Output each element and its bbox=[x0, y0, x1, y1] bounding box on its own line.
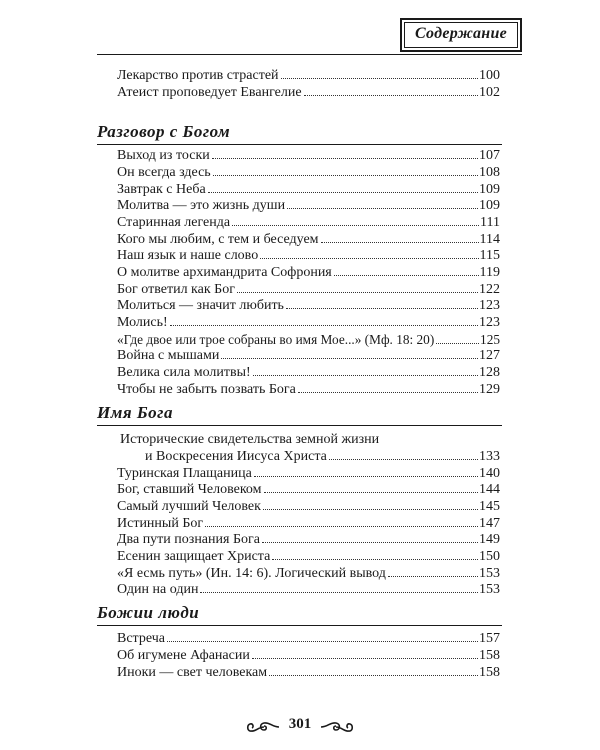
section-rule bbox=[97, 144, 502, 145]
entry-title: Один на один bbox=[117, 582, 199, 597]
entry-page: 149 bbox=[479, 532, 500, 547]
entry-page: 111 bbox=[480, 215, 500, 230]
entry-title: Старинная легенда bbox=[117, 215, 231, 230]
entry-title: «Где двое или трое собраны во имя Мое...» (Мф. 18: 20) bbox=[117, 332, 435, 347]
toc-entry[interactable] bbox=[117, 181, 500, 198]
toc-entry[interactable] bbox=[117, 465, 500, 482]
page-footer bbox=[240, 712, 360, 738]
entry-title: «Я есмь путь» (Ин. 14: 6). Логический вывод bbox=[117, 566, 386, 581]
entry-page: 157 bbox=[479, 631, 500, 646]
section-rule bbox=[97, 425, 502, 426]
entry-page: 127 bbox=[479, 348, 500, 363]
toc-entry[interactable] bbox=[117, 498, 500, 515]
entry-page: 108 bbox=[479, 165, 500, 180]
entry-title: Чтобы не забыть позвать Бога bbox=[117, 382, 296, 397]
entry-title: Самый лучший Человек bbox=[117, 499, 261, 514]
entry-page: 115 bbox=[479, 248, 500, 263]
entry-page: 125 bbox=[480, 332, 500, 347]
entry-page: 133 bbox=[479, 449, 500, 464]
entry-page: 145 bbox=[479, 499, 500, 514]
toc-entry[interactable] bbox=[117, 164, 500, 181]
entry-page: 153 bbox=[479, 566, 500, 581]
toc-entry[interactable] bbox=[117, 565, 500, 582]
toc-entry[interactable] bbox=[117, 67, 500, 84]
header-rule bbox=[97, 54, 522, 55]
page-number: 301 bbox=[288, 716, 312, 732]
toc-entry[interactable] bbox=[117, 515, 500, 532]
entry-page: 114 bbox=[479, 232, 500, 247]
entry-title-line1: Исторические свидетельства земной жизни bbox=[120, 432, 380, 447]
toc-entry[interactable] bbox=[117, 664, 500, 681]
section-heading: Божии люди bbox=[97, 603, 200, 622]
toc-entry[interactable] bbox=[117, 314, 500, 331]
toc-entry[interactable] bbox=[117, 147, 500, 164]
entry-page: 158 bbox=[479, 665, 500, 680]
entry-page: 119 bbox=[479, 265, 500, 280]
toc-entry[interactable] bbox=[117, 281, 500, 298]
toc-entry[interactable] bbox=[117, 197, 500, 214]
toc-entry[interactable] bbox=[117, 630, 500, 647]
entry-title: Атеист проповедует Евангелие bbox=[117, 85, 302, 100]
entry-title: Он всегда здесь bbox=[117, 165, 211, 180]
entry-page: 147 bbox=[479, 516, 500, 531]
entry-title: Два пути познания Бога bbox=[117, 532, 260, 547]
entry-title: Наш язык и наше слово bbox=[117, 248, 259, 263]
toc-entry[interactable] bbox=[117, 264, 500, 281]
entry-title-line2: и Воскресения Иисуса Христа bbox=[145, 449, 327, 464]
toc-entry[interactable] bbox=[117, 531, 500, 548]
entry-page: 107 bbox=[479, 148, 500, 163]
toc-entry[interactable] bbox=[117, 331, 500, 348]
toc-entry[interactable] bbox=[117, 581, 500, 598]
entry-title: О молитве архимандрита Софрония bbox=[117, 265, 332, 280]
toc-entry[interactable] bbox=[117, 548, 500, 565]
toc-entry[interactable] bbox=[117, 647, 500, 664]
entry-page: 140 bbox=[479, 466, 500, 481]
entry-page: 109 bbox=[479, 198, 500, 213]
entry-title: Кого мы любим, с тем и беседуем bbox=[117, 232, 319, 247]
header-title: Содержание bbox=[414, 25, 508, 42]
toc-entry[interactable] bbox=[117, 481, 500, 498]
section-rule bbox=[97, 625, 502, 626]
toc-entry[interactable] bbox=[117, 214, 500, 231]
entry-page: 100 bbox=[479, 68, 500, 83]
entry-title: Встреча bbox=[117, 631, 165, 646]
entry-page: 158 bbox=[479, 648, 500, 663]
toc-entry[interactable] bbox=[117, 84, 500, 101]
entry-page: 129 bbox=[479, 382, 500, 397]
entry-page: 122 bbox=[479, 282, 500, 297]
right-ornament-icon bbox=[320, 720, 354, 734]
toc-entry[interactable] bbox=[117, 431, 500, 465]
entry-page: 153 bbox=[479, 582, 500, 597]
entry-page: 150 bbox=[479, 549, 500, 564]
entry-page: 123 bbox=[479, 298, 500, 313]
toc-entry[interactable] bbox=[117, 231, 500, 248]
toc-entry[interactable] bbox=[117, 247, 500, 264]
entry-title: Об игумене Афанасии bbox=[117, 648, 250, 663]
entry-title: Бог, ставший Человеком bbox=[117, 482, 262, 497]
entry-title: Туринская Плащаница bbox=[117, 466, 252, 481]
entry-page: 144 bbox=[479, 482, 500, 497]
entry-title: Иноки — свет человекам bbox=[117, 665, 268, 680]
toc-entry[interactable] bbox=[117, 381, 500, 398]
left-ornament-icon bbox=[246, 720, 280, 734]
entry-title: Бог ответил как Бог bbox=[117, 282, 235, 297]
entry-page: 109 bbox=[479, 182, 500, 197]
entry-title: Война с мышами bbox=[117, 348, 220, 363]
entry-title: Молиться — значит любить bbox=[117, 298, 284, 313]
entry-title: Молись! bbox=[117, 315, 168, 330]
entry-title: Завтрак с Неба bbox=[117, 182, 206, 197]
toc-entry[interactable] bbox=[117, 347, 500, 364]
toc-entry[interactable] bbox=[117, 364, 500, 381]
entry-title: Истинный Бог bbox=[117, 516, 204, 531]
entry-title: Велика сила молитвы! bbox=[117, 365, 251, 380]
running-header bbox=[400, 18, 522, 52]
section-heading: Имя Бога bbox=[97, 403, 173, 422]
entry-page: 123 bbox=[479, 315, 500, 330]
toc-entry[interactable] bbox=[117, 297, 500, 314]
entry-page: 102 bbox=[479, 85, 500, 100]
entry-title: Есенин защищает Христа bbox=[117, 549, 271, 564]
section-heading: Разговор с Богом bbox=[97, 122, 231, 141]
entry-title: Молитва — это жизнь души bbox=[117, 198, 286, 213]
entry-title: Лекарство против страстей bbox=[117, 68, 279, 83]
entry-title: Выход из тоски bbox=[117, 148, 210, 163]
entry-page: 128 bbox=[479, 365, 500, 380]
